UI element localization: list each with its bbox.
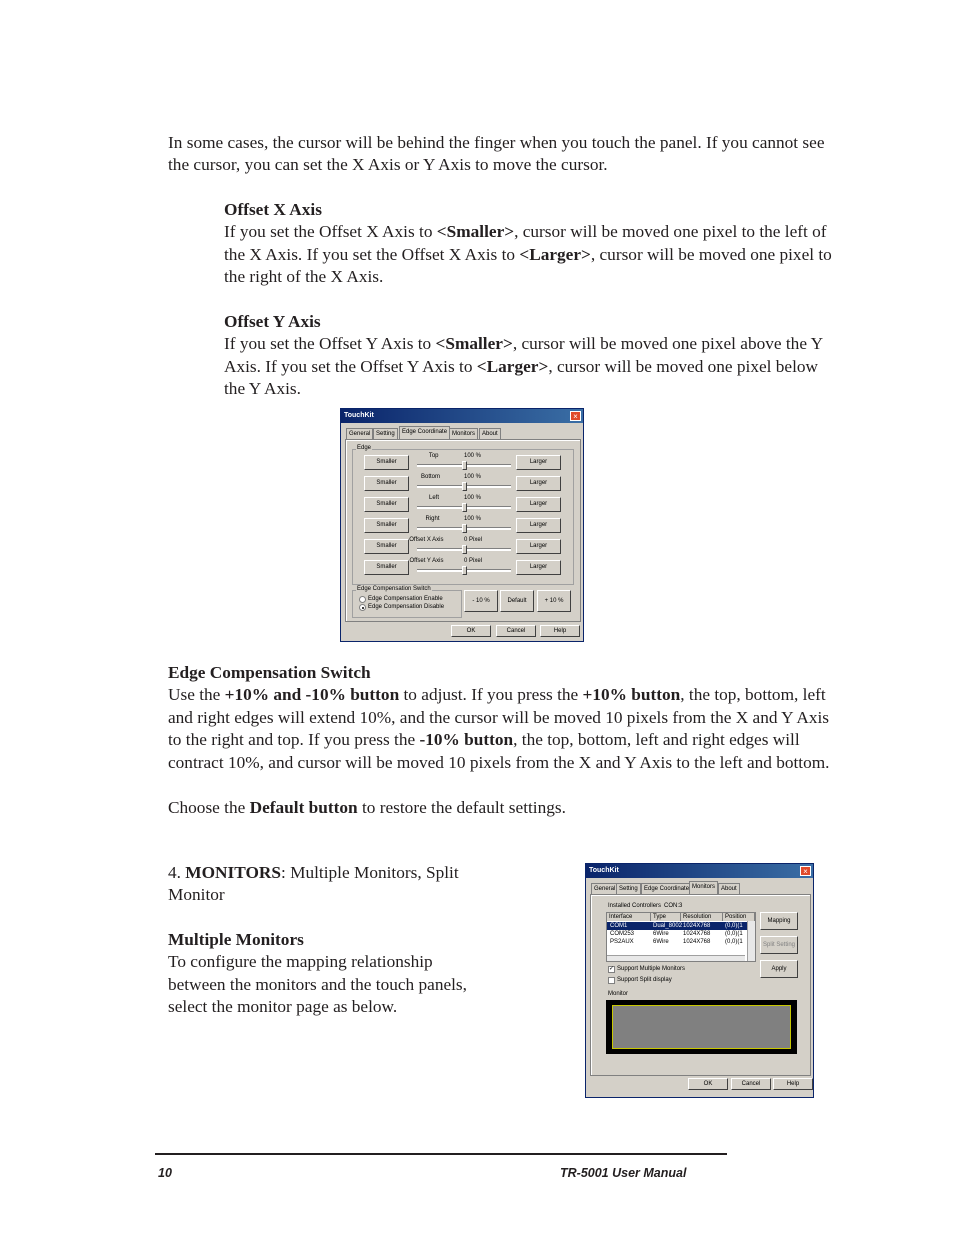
intro-paragraph bbox=[168, 132, 825, 177]
tab-edge-coordinate[interactable]: Edge Coordinate bbox=[399, 426, 450, 439]
multiple-monitors-line: between the monitors and the touch panels, bbox=[168, 974, 467, 994]
radio-disable-label: Edge Compensation Disable bbox=[368, 604, 445, 610]
split-setting-button[interactable]: Split Setting bbox=[760, 936, 798, 954]
larger-button[interactable]: Larger bbox=[516, 476, 561, 491]
monitor-screen[interactable] bbox=[612, 1005, 791, 1049]
row-value: 100 % bbox=[464, 516, 482, 522]
mapping-button[interactable]: Mapping bbox=[760, 912, 798, 930]
column-header[interactable]: Resolution bbox=[681, 913, 723, 921]
smaller-button[interactable]: Smaller bbox=[364, 476, 409, 491]
multiple-monitors-line: select the monitor page as below. bbox=[168, 997, 398, 1017]
larger-button[interactable]: Larger bbox=[516, 560, 561, 575]
tab-monitors[interactable]: Monitors bbox=[449, 428, 478, 439]
table-cell[interactable]: (0,0)(1 bbox=[725, 923, 743, 929]
close-icon[interactable]: × bbox=[570, 411, 581, 421]
support-multiple-monitors-checkbox[interactable]: ✓ bbox=[609, 966, 615, 972]
row-value: 0 Pixel bbox=[464, 558, 483, 564]
compensation-group-label: Edge Compensation Switch bbox=[357, 586, 431, 592]
smaller-button[interactable]: Smaller bbox=[364, 560, 409, 575]
default-button[interactable]: Default bbox=[500, 590, 534, 612]
larger-button[interactable]: Larger bbox=[516, 518, 561, 533]
cancel-button[interactable]: Cancel bbox=[731, 1078, 771, 1090]
ok-button[interactable]: OK bbox=[451, 625, 491, 637]
slider-thumb[interactable] bbox=[462, 503, 467, 512]
row-value: 0 Pixel bbox=[464, 537, 483, 543]
offset-y-line: Axis. If you set the Offset Y Axis to <Larger>, cursor will be moved one pixel below bbox=[224, 356, 819, 376]
close-icon[interactable]: × bbox=[800, 866, 811, 876]
row-value: 100 % bbox=[464, 495, 482, 501]
table-cell[interactable]: 1024X768 bbox=[683, 931, 711, 937]
installed-controllers-label: Installed Controllers bbox=[608, 903, 662, 909]
row-value: 100 % bbox=[464, 453, 482, 459]
support-split-display-checkbox[interactable] bbox=[608, 977, 615, 984]
multiple-monitors-section bbox=[168, 929, 467, 1019]
tab-about[interactable]: About bbox=[479, 428, 501, 439]
table-cell[interactable]: Dual_8002 bbox=[653, 923, 683, 929]
plus-10-button[interactable]: + 10 % bbox=[537, 590, 571, 612]
manual-title: TR-5001 User Manual bbox=[560, 1166, 687, 1180]
monitors-heading-line2: Monitor bbox=[168, 885, 225, 905]
tab-setting[interactable]: Setting bbox=[616, 883, 641, 894]
table-cell[interactable]: COM1 bbox=[610, 923, 628, 929]
offset-y-line: If you set the Offset Y Axis to <Smaller>, cursor will be moved one pixel above the Y bbox=[224, 334, 824, 354]
minus-10-button[interactable]: - 10 % bbox=[464, 590, 498, 612]
help-button[interactable]: Help bbox=[540, 625, 580, 637]
slider-thumb[interactable] bbox=[462, 545, 467, 554]
footer-rule bbox=[155, 1153, 727, 1155]
installed-controllers-count: CON:3 bbox=[664, 903, 683, 909]
tab-monitors[interactable]: Monitors bbox=[689, 881, 718, 894]
larger-button[interactable]: Larger bbox=[516, 539, 561, 554]
table-cell[interactable]: (0,0)(1 bbox=[725, 939, 743, 945]
row-value: 100 % bbox=[464, 474, 482, 480]
page-number: 10 bbox=[158, 1166, 172, 1180]
column-header[interactable]: Type bbox=[651, 913, 681, 921]
dialog-title: TouchKit bbox=[341, 409, 583, 423]
radio-compensation-enable[interactable] bbox=[359, 596, 366, 603]
table-cell[interactable]: (0,0)(1 bbox=[725, 931, 743, 937]
controllers-table[interactable] bbox=[606, 912, 756, 962]
default-paragraph: Choose the Default button to restore the default settings. bbox=[168, 798, 566, 817]
support-split-display-label: Support Split display bbox=[617, 977, 672, 983]
ok-button[interactable]: OK bbox=[688, 1078, 728, 1090]
row-label: Offset Y Axis bbox=[409, 558, 444, 564]
edge-compensation-line: to the right and top. If you press the -10% button, the top, bottom, left and right edges will bbox=[168, 730, 800, 750]
offset-x-line: the right of the X Axis. bbox=[224, 267, 384, 287]
support-multiple-monitors-label: Support Multiple Monitors bbox=[617, 966, 686, 972]
offset-y-line: the Y Axis. bbox=[224, 379, 301, 399]
table-cell[interactable]: 1024X768 bbox=[683, 939, 711, 945]
radio-enable-label: Edge Compensation Enable bbox=[368, 596, 443, 602]
monitors-section bbox=[168, 862, 459, 907]
help-button[interactable]: Help bbox=[773, 1078, 813, 1090]
vertical-scrollbar[interactable] bbox=[747, 921, 755, 961]
smaller-button[interactable]: Smaller bbox=[364, 518, 409, 533]
edge-compensation-line: and right edges will extend 10%, and the cursor will be moved 10 pixels from the X and Y Axis bbox=[168, 707, 830, 727]
row-label: Right bbox=[425, 516, 440, 522]
radio-compensation-disable[interactable] bbox=[359, 604, 366, 611]
smaller-button[interactable]: Smaller bbox=[364, 497, 409, 512]
cancel-button[interactable]: Cancel bbox=[496, 625, 536, 637]
touchkit-edge-dialog bbox=[340, 408, 584, 642]
dialog-title: TouchKit bbox=[586, 864, 813, 878]
tab-general[interactable]: General bbox=[346, 428, 373, 439]
tab-edge-coordinate[interactable]: Edge Coordinate bbox=[641, 883, 692, 894]
intro-line: In some cases, the cursor will be behind the finger when you touch the panel. If you cannot see bbox=[168, 133, 825, 152]
tab-general[interactable]: General bbox=[591, 883, 618, 894]
column-header[interactable]: Interface bbox=[607, 913, 651, 921]
apply-button[interactable]: Apply bbox=[760, 960, 798, 978]
row-label: Offset X Axis bbox=[409, 537, 444, 543]
edge-compensation-section bbox=[168, 662, 830, 774]
smaller-button[interactable]: Smaller bbox=[364, 539, 409, 554]
monitors-heading: 4. MONITORS: Multiple Monitors, Split bbox=[168, 863, 459, 882]
edge-compensation-heading: Edge Compensation Switch bbox=[168, 663, 371, 682]
edge-group-label: Edge bbox=[357, 445, 372, 451]
horizontal-scrollbar[interactable] bbox=[607, 955, 745, 961]
offset-x-line: If you set the Offset X Axis to <Smaller>, cursor will be moved one pixel to the left of bbox=[224, 222, 827, 242]
offset-y-heading: Offset Y Axis bbox=[224, 312, 321, 331]
edge-compensation-line: contract 10%, and cursor will be moved 10 pixels from the X and Y Axis to the left and bottom. bbox=[168, 752, 830, 772]
multiple-monitors-line: To configure the mapping relationship bbox=[168, 952, 433, 972]
multiple-monitors-heading: Multiple Monitors bbox=[168, 930, 304, 949]
edge-compensation-line: Use the +10% and -10% button to adjust. If you press the +10% button, the top, bottom, left bbox=[168, 685, 826, 705]
table-cell[interactable]: PS2AUX bbox=[610, 939, 634, 945]
slider-thumb[interactable] bbox=[462, 482, 467, 491]
monitor-label: Monitor bbox=[608, 991, 629, 997]
offset-x-line: the X Axis. If you set the Offset X Axis to <Larger>, cursor will be moved one pixel to bbox=[224, 244, 832, 264]
slider-thumb[interactable] bbox=[462, 461, 467, 470]
column-header[interactable]: Position bbox=[723, 913, 755, 921]
row-label: Bottom bbox=[420, 474, 440, 480]
slider-thumb[interactable] bbox=[462, 524, 467, 533]
offset-y-section bbox=[224, 311, 823, 401]
offset-x-section bbox=[224, 199, 832, 289]
monitor-preview bbox=[606, 1000, 797, 1054]
larger-button[interactable]: Larger bbox=[516, 455, 561, 470]
table-cell[interactable]: 1024X768 bbox=[683, 923, 711, 929]
intro-line: the cursor, you can set the X Axis or Y Axis to move the cursor. bbox=[168, 155, 608, 175]
offset-x-heading: Offset X Axis bbox=[224, 200, 322, 219]
smaller-button[interactable]: Smaller bbox=[364, 455, 409, 470]
table-cell[interactable]: 6Wire bbox=[653, 931, 669, 937]
tab-setting[interactable]: Setting bbox=[373, 428, 398, 439]
row-label: Left bbox=[428, 495, 439, 501]
larger-button[interactable]: Larger bbox=[516, 497, 561, 512]
row-label: Top bbox=[428, 453, 439, 459]
table-cell[interactable]: 6Wire bbox=[653, 939, 669, 945]
touchkit-monitors-dialog bbox=[585, 863, 814, 1098]
tab-about[interactable]: About bbox=[718, 883, 740, 894]
slider-thumb[interactable] bbox=[462, 566, 467, 575]
table-cell[interactable]: COM253 bbox=[610, 931, 635, 937]
